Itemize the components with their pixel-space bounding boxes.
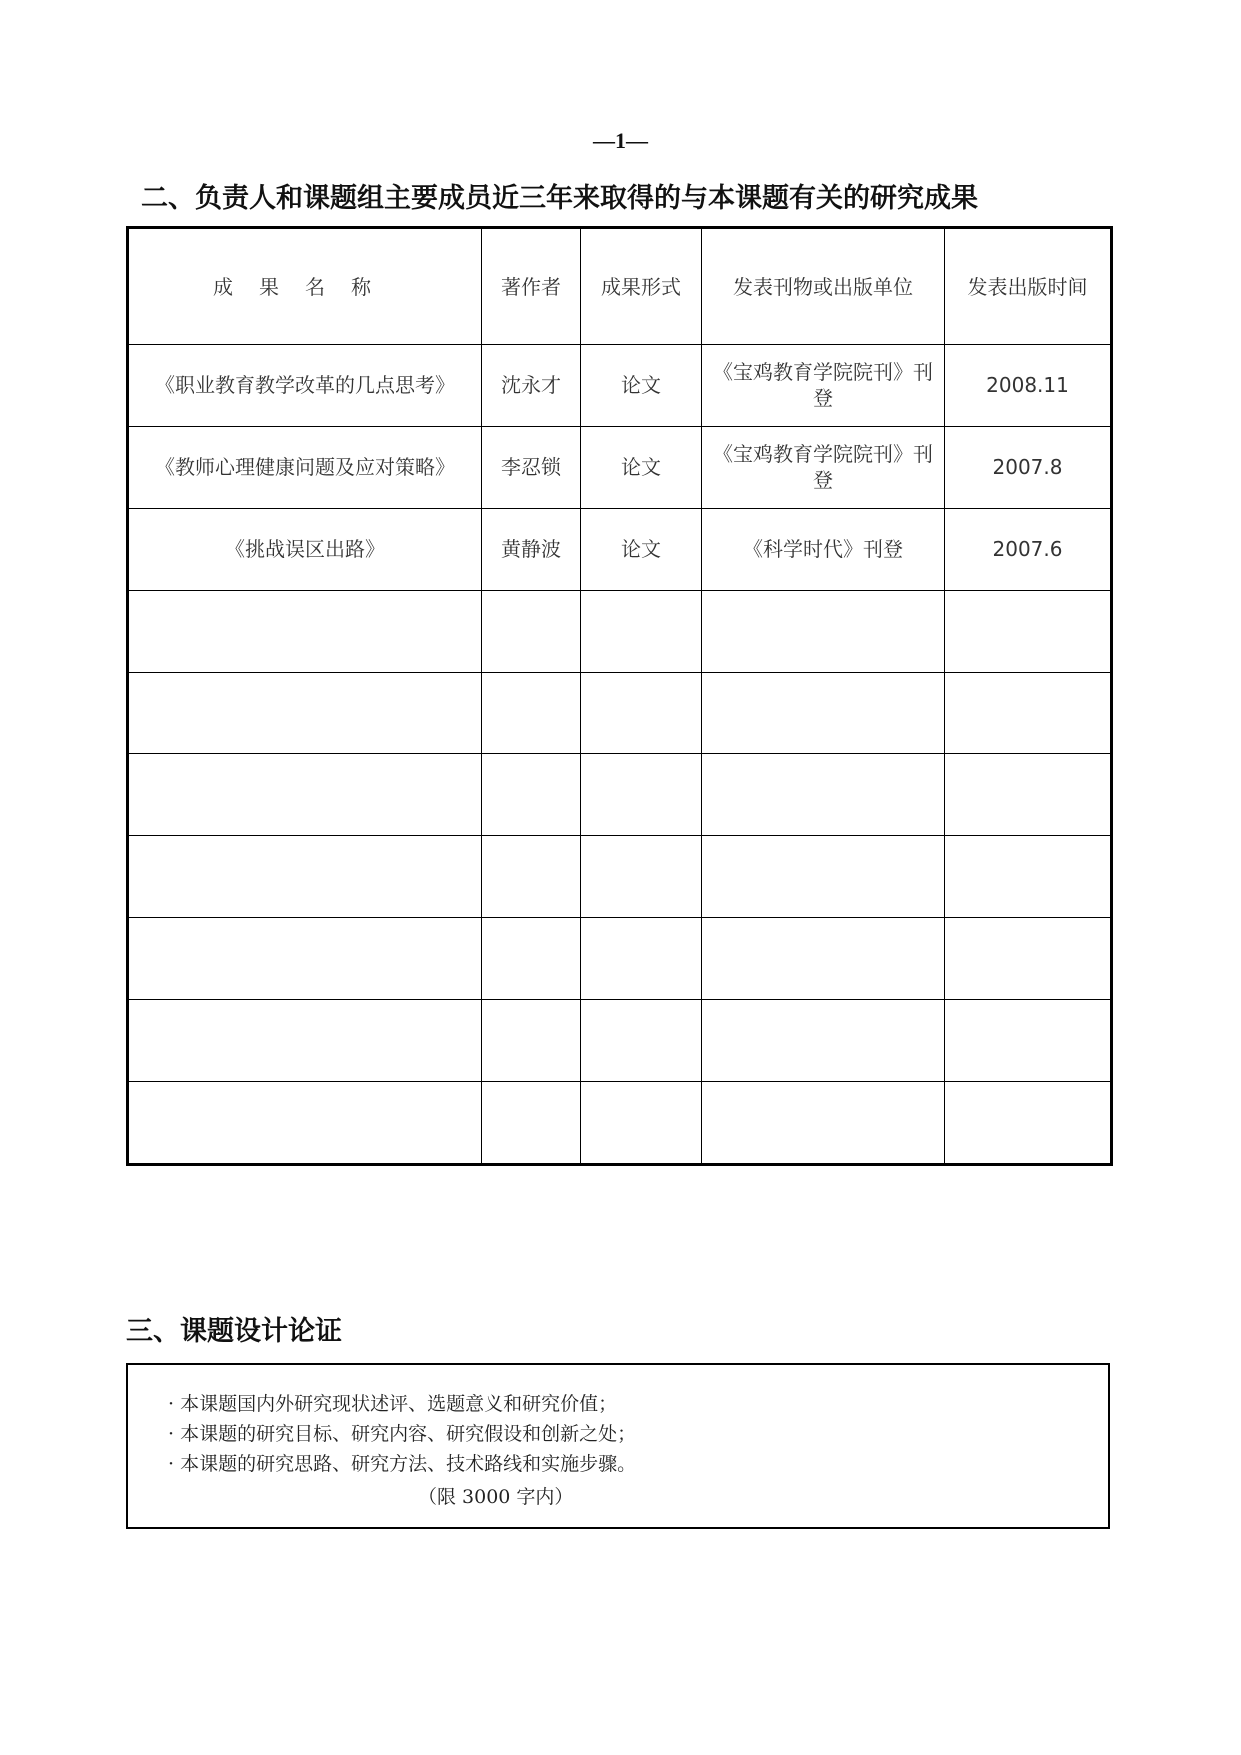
empty-cell [128,672,482,754]
list-item: · 本课题国内外研究现状述评、选题意义和研究价值； [168,1389,636,1419]
list-item: · 本课题的研究思路、研究方法、技术路线和实施步骤。 [168,1449,636,1479]
header-date: 发表出版时间 [945,228,1112,345]
empty-cell [581,1082,702,1165]
empty-cell [702,836,945,918]
table-row [128,426,1112,508]
cell-form: 论文 [581,426,702,508]
cell-author: 李忍锁 [482,426,581,508]
empty-cell [482,836,581,918]
cell-form: 论文 [581,345,702,427]
header-publication: 发表刊物或出版单位 [702,228,945,345]
empty-cell [945,1000,1112,1082]
header-form: 成果形式 [581,228,702,345]
header-result-name: 成果名称 [128,228,482,345]
empty-row [128,754,1112,836]
list-item: · 本课题的研究目标、研究内容、研究假设和创新之处； [168,1419,636,1449]
empty-cell [581,672,702,754]
empty-cell [702,918,945,1000]
word-limit-note: （限 3000 字内） [418,1486,574,1508]
empty-row [128,590,1112,672]
empty-cell [945,590,1112,672]
cell-publication: 《宝鸡教育学院院刊》刊登 [702,345,945,427]
empty-cell [482,754,581,836]
empty-cell [581,836,702,918]
empty-cell [945,754,1112,836]
empty-cell [945,1082,1112,1165]
empty-cell [702,1082,945,1165]
empty-cell [702,590,945,672]
empty-cell [482,1000,581,1082]
table-row [128,508,1112,590]
empty-cell [128,1082,482,1165]
empty-cell [128,590,482,672]
empty-cell [482,590,581,672]
empty-cell [482,672,581,754]
design-argument-box [126,1363,1110,1529]
empty-cell [702,672,945,754]
cell-form: 论文 [581,508,702,590]
empty-cell [581,754,702,836]
empty-cell [482,1082,581,1165]
empty-cell [945,836,1112,918]
table-row [128,345,1112,427]
empty-cell [702,1000,945,1082]
empty-cell [945,918,1112,1000]
cell-result-name: 《挑战误区出路》 [128,508,482,590]
section-2-title: 二、负责人和课题组主要成员近三年来取得的与本课题有关的研究成果 [141,183,978,214]
cell-publication: 《宝鸡教育学院院刊》刊登 [702,426,945,508]
empty-row [128,1082,1112,1165]
empty-cell [581,590,702,672]
empty-cell [581,918,702,1000]
header-author: 著作者 [482,228,581,345]
empty-cell [128,918,482,1000]
empty-cell [128,836,482,918]
empty-cell [128,754,482,836]
empty-cell [581,1000,702,1082]
cell-result-name: 《职业教育教学改革的几点思考》 [128,345,482,427]
cell-publication: 《科学时代》刊登 [702,508,945,590]
cell-author: 沈永才 [482,345,581,427]
empty-cell [945,672,1112,754]
empty-row [128,672,1112,754]
page-number: —1— [593,128,648,153]
empty-cell [128,1000,482,1082]
empty-row [128,918,1112,1000]
design-requirements-list [168,1389,636,1479]
table-header-row [128,228,1112,345]
research-results-table [126,226,1113,1166]
section-3-title: 三、课题设计论证 [126,1316,342,1347]
cell-date: 2008.11 [945,345,1112,427]
cell-author: 黄静波 [482,508,581,590]
empty-row [128,836,1112,918]
cell-result-name: 《教师心理健康问题及应对策略》 [128,426,482,508]
cell-date: 2007.8 [945,426,1112,508]
empty-cell [702,754,945,836]
empty-cell [482,918,581,1000]
empty-row [128,1000,1112,1082]
cell-date: 2007.6 [945,508,1112,590]
